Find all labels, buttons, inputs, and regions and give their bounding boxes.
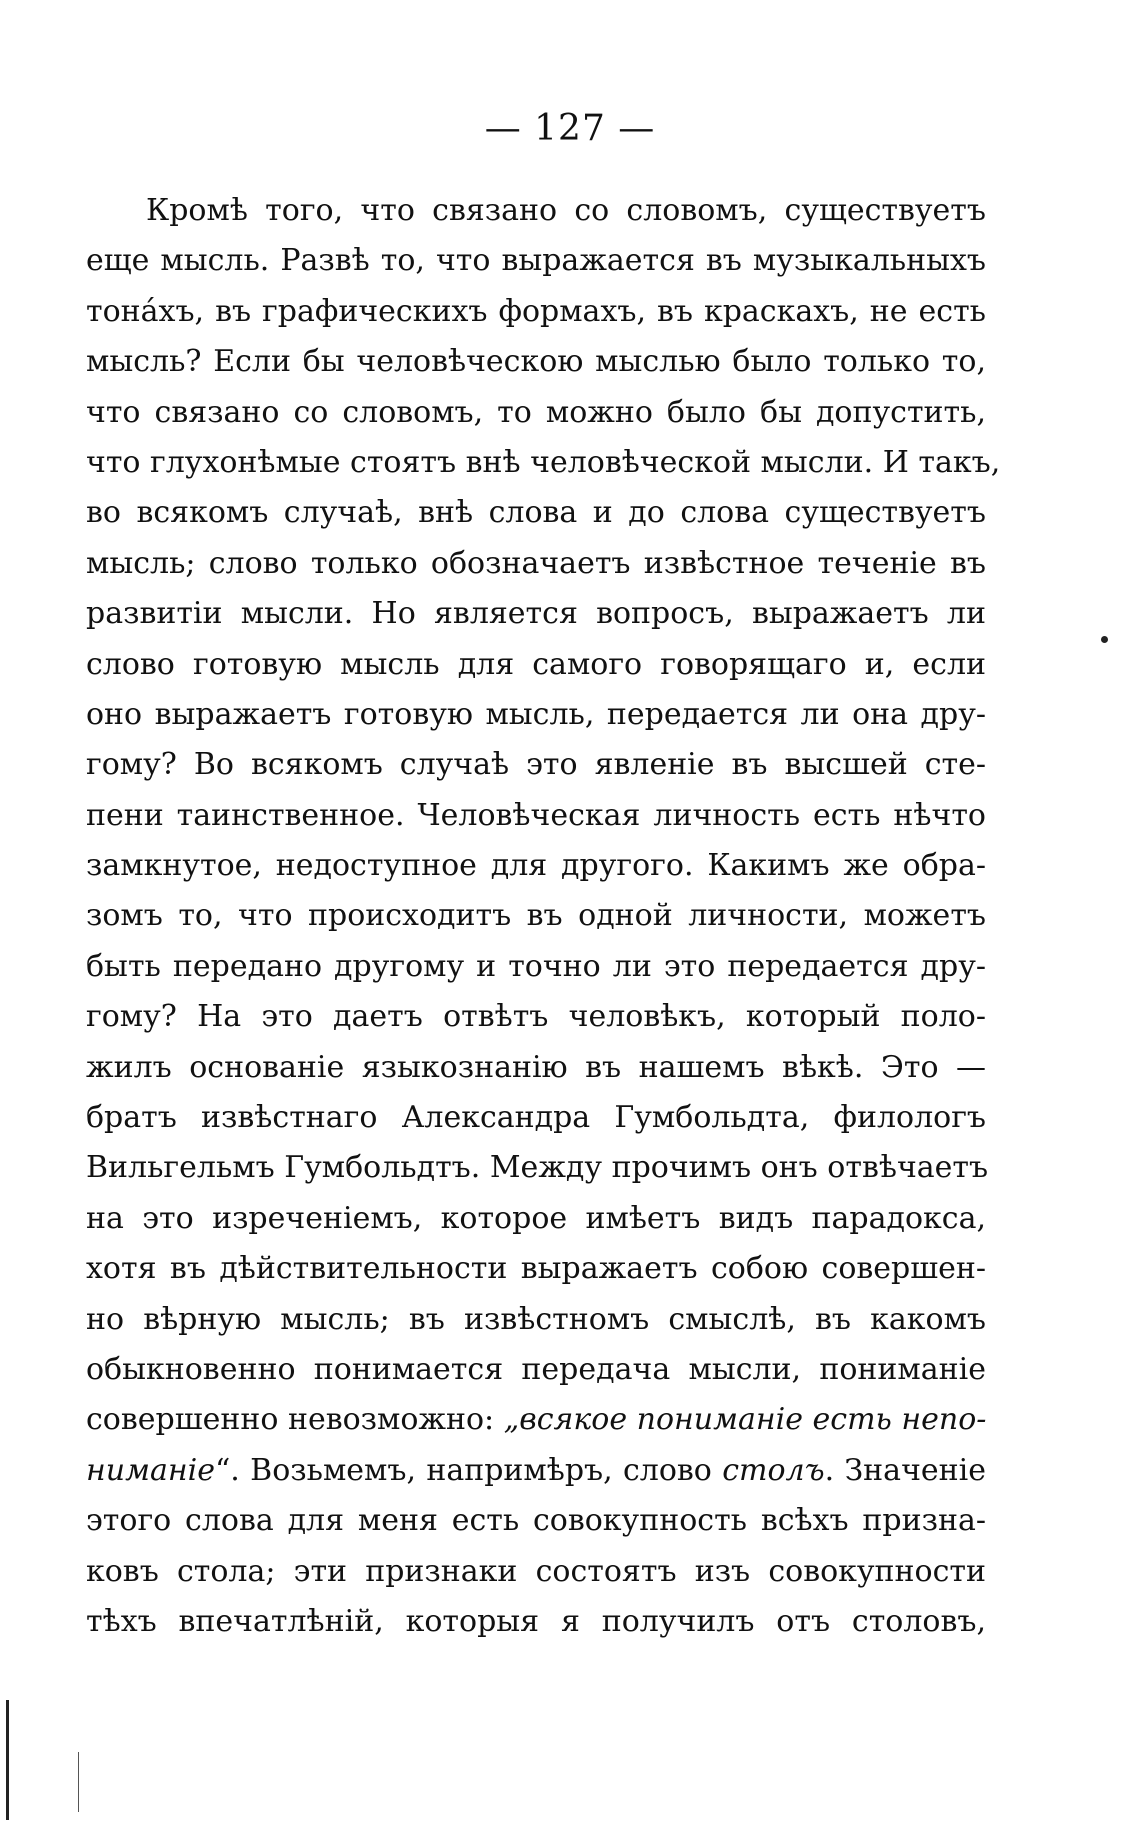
scan-edge-mark [6, 1700, 9, 1820]
text-line: мысль; слово только обозначаетъ извѣстное теченіе въ [86, 545, 986, 581]
text-line: замкнутое, недоступное для другого. Какимъ же обра- [86, 848, 986, 884]
italic-quote-end: ниманіе [86, 1452, 215, 1488]
text-fragment: . Значеніе [824, 1452, 986, 1488]
text-line: гому? Во всякомъ случаѣ это явленіе въ высшей сте- [86, 747, 986, 783]
text-line: Вильгельмъ Гумбольдтъ. Между прочимъ онъ отвѣчаетъ [86, 1150, 989, 1186]
text-line: братъ извѣстнаго Александра Гумбольдта, филологъ [86, 1100, 986, 1136]
text-line: на это изреченіемъ, которое имѣетъ видъ парадокса, [86, 1200, 986, 1236]
text-line: мысль? Если бы человѣческою мыслью было только то, [86, 344, 986, 380]
text-line: жилъ основаніе языкознанію въ нашемъ вѣкѣ. Это — [86, 1049, 986, 1085]
text-line: зомъ то, что происходитъ въ одной личности, можетъ [86, 898, 986, 934]
text-line: оно выражаетъ готовую мысль, передается ли она дру- [86, 696, 986, 732]
text-line: развитіи мысли. Но является вопросъ, выражаетъ ли [86, 596, 986, 632]
text-line: быть передано другому и точно ли это передается дру- [86, 948, 986, 984]
text-line: хотя въ дѣйствительности выражаетъ собою совершен- [86, 1251, 986, 1287]
scan-edge-mark [78, 1752, 79, 1812]
text-line-mixed [86, 1446, 986, 1496]
text-line: гому? На это даетъ отвѣтъ человѣкъ, который поло- [86, 999, 986, 1035]
body-text [86, 186, 1001, 1647]
text-line: но вѣрную мысль; въ извѣстномъ смыслѣ, въ какомъ [86, 1301, 986, 1337]
text-line: пени таинственное. Человѣческая личность есть нѣчто [86, 797, 986, 833]
text-line: слово готовую мысль для самого говорящаго и, если [86, 646, 986, 682]
scan-speck [1101, 636, 1108, 643]
text-fragment: совершенно невозможно: [86, 1402, 504, 1438]
text-line: ковъ стола; эти признаки состоятъ изъ совокупности [86, 1553, 986, 1589]
text-line: тѣхъ впечатлѣній, которыя я получилъ отъ столовъ, [86, 1603, 986, 1639]
text-fragment: “. Возьмемъ, напримѣръ, слово [214, 1452, 723, 1488]
text-line: обыкновенно понимается передача мысли, пониманіе [86, 1351, 986, 1387]
italic-word: столъ [722, 1452, 825, 1488]
text-line-mixed [86, 1395, 986, 1445]
text-line: что глухонѣмые стоятъ внѣ человѣческой мысли. И такъ, [86, 444, 1001, 480]
italic-quote: „всякое пониманіе есть непо- [503, 1402, 987, 1438]
text-line: во всякомъ случаѣ, внѣ слова и до слова существуетъ [86, 495, 986, 531]
text-line: тонáхъ, въ графическихъ формахъ, въ краскахъ, не есть [86, 293, 986, 329]
page-number: — 127 — [484, 108, 656, 149]
text-line: Кромѣ того, что связано со словомъ, существуетъ [146, 193, 986, 228]
text-line: что связано со словомъ, то можно было бы допустить, [86, 394, 986, 430]
text-line: еще мысль. Развѣ то, что выражается въ музыкальныхъ [86, 243, 986, 279]
text-line: этого слова для меня есть совокупность всѣхъ призна- [86, 1503, 986, 1539]
